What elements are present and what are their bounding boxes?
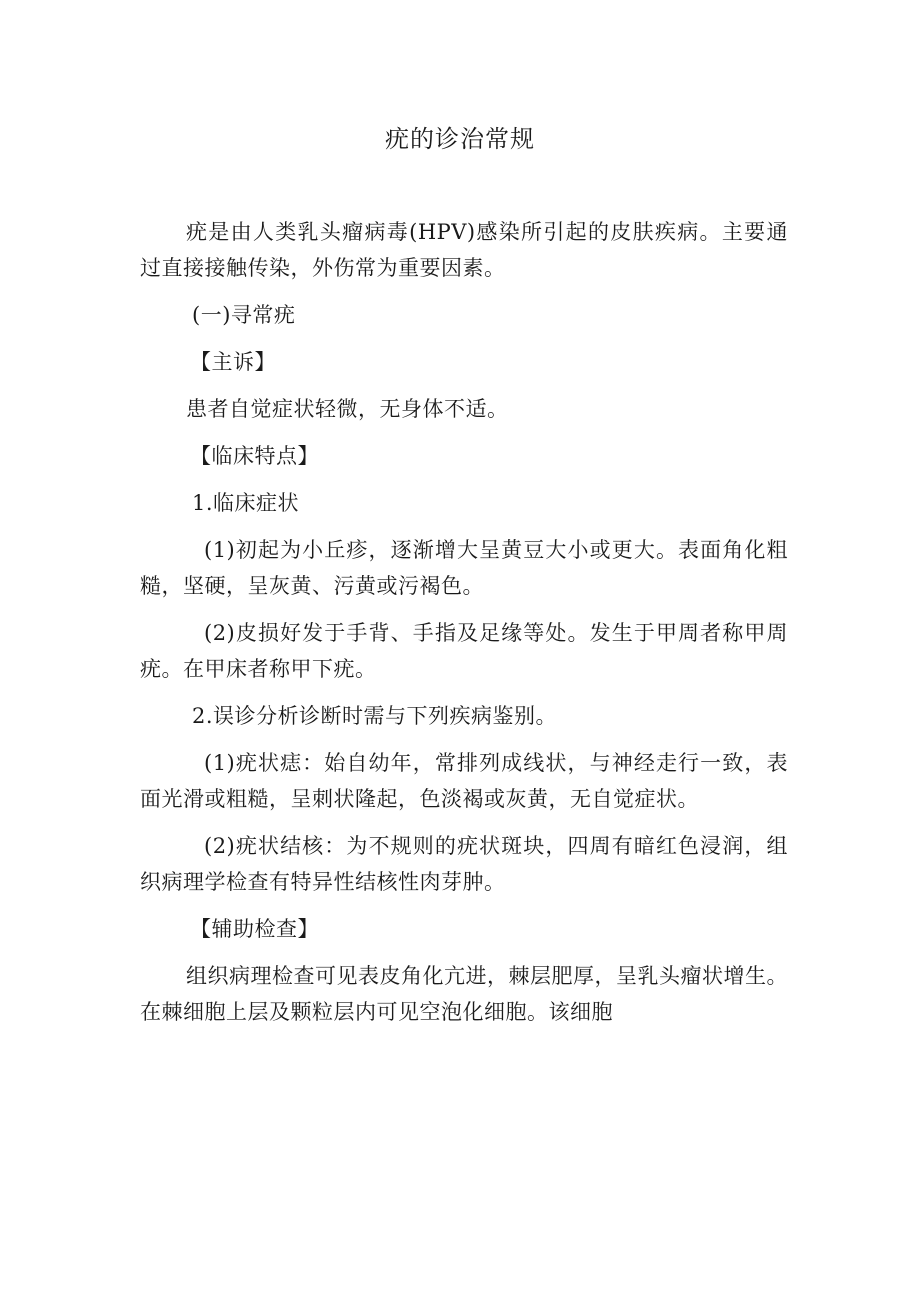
subheading-differential-diagnosis: 2.误诊分析诊断时需与下列疾病鉴别。 bbox=[192, 704, 558, 728]
list-item-symptom-2: (2)皮损好发于手背、手指及足缘等处。发生于甲周者称甲周疣。在甲床者称甲下疣。 bbox=[140, 621, 788, 681]
paragraph-intro: 疣是由人类乳头瘤病毒(HPV)感染所引起的皮肤疾病。主要通过直接接触传染，外伤常为重要因素。 bbox=[140, 220, 788, 280]
list-item-diagnosis-1: (1)疣状痣：始自幼年，常排列成线状，与神经走行一致，表面光滑或粗糙，呈刺状隆起，色淡褐或灰黄，无自觉症状。 bbox=[140, 751, 788, 811]
section-heading-chief-complaint: 【主诉】 bbox=[190, 350, 276, 374]
section-heading-auxiliary-exam: 【辅助检查】 bbox=[190, 917, 319, 941]
list-item-diagnosis-2: (2)疣状结核：为不规则的疣状斑块，四周有暗红色浸润，组织病理学检查有特异性结核性肉芽肿。 bbox=[140, 834, 788, 894]
paragraph-auxiliary-exam: 组织病理检查可见表皮角化亢进，棘层肥厚，呈乳头瘤状增生。在棘细胞上层及颗粒层内可见空泡化细胞。该细胞 bbox=[140, 964, 788, 1024]
list-item-symptom-1: (1)初起为小丘疹，逐渐增大呈黄豆大小或更大。表面角化粗糙，坚硬，呈灰黄、污黄或污褐色。 bbox=[140, 538, 788, 598]
page-title: 疣的诊治常规 bbox=[385, 125, 535, 153]
document-body bbox=[140, 214, 788, 1041]
section-heading-clinical-features: 【临床特点】 bbox=[190, 444, 319, 468]
subheading-clinical-symptoms: 1.临床症状 bbox=[192, 491, 300, 515]
paragraph-chief-complaint: 患者自觉症状轻微，无身体不适。 bbox=[186, 397, 509, 421]
section-heading-common-wart: (一)寻常疣 bbox=[192, 303, 296, 327]
